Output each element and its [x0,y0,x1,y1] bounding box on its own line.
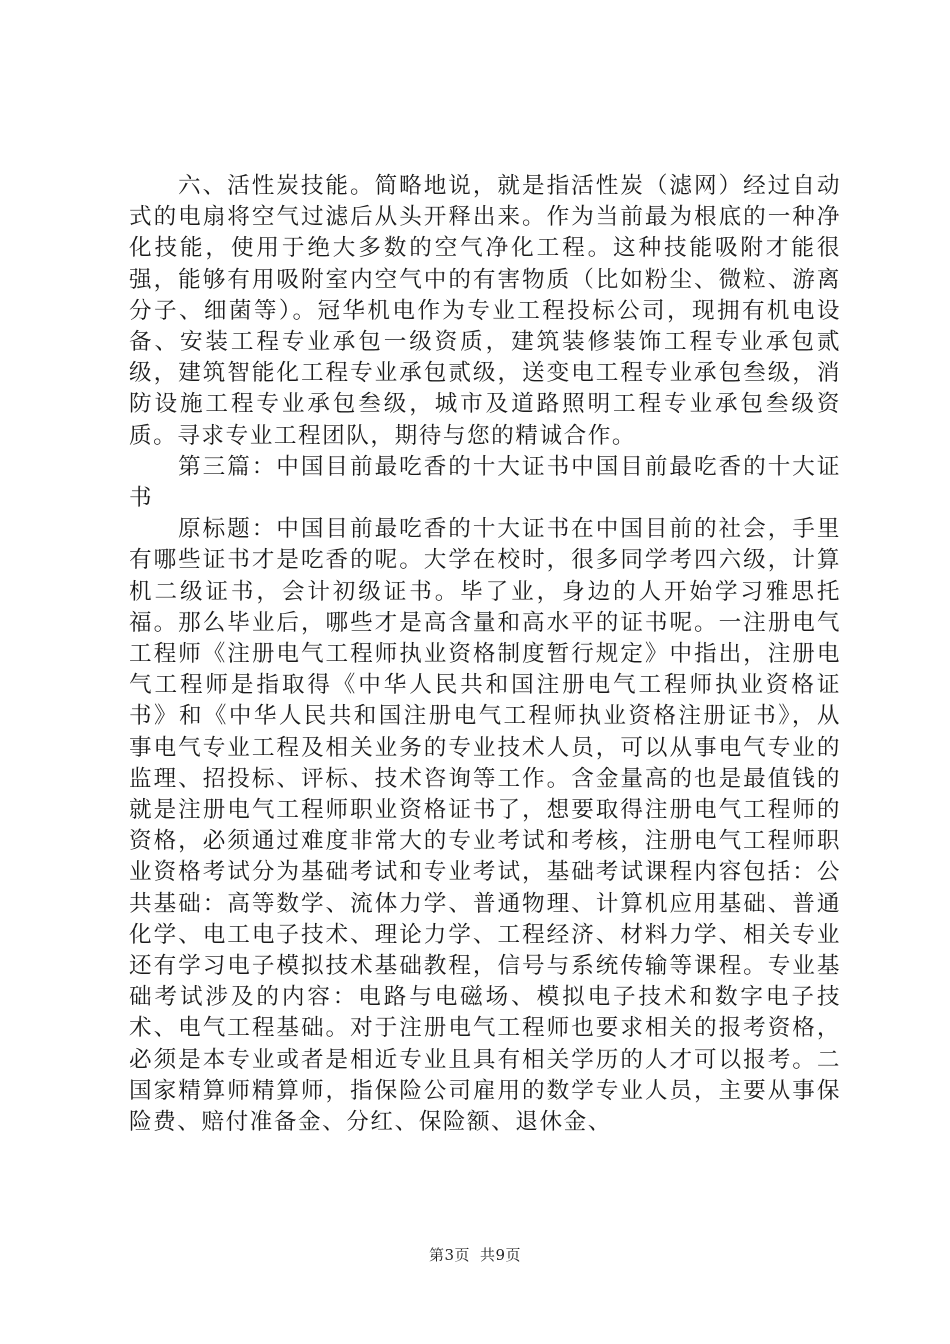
page-footer [0,1244,950,1265]
paragraph-activated-carbon: 六、活性炭技能。简略地说，就是指活性炭（滤网）经过自动式的电扇将空气过滤后从头开释出来。作为当前最为根底的一种净化技能，使用于绝大多数的空气净化工程。这种技能吸附才能很强，能够有用吸附室内空气中的有害物质（比如粉尘、微粒、游离分子、细菌等）。冠华机电作为专业工程投标公司，现拥有机电设备、安装工程专业承包一级资质，建筑装修装饰工程专业承包贰级，建筑智能化工程专业承包贰级，送变电工程专业承包叁级，消防设施工程专业承包叁级，城市及道路照明工程专业承包叁级资质。寻求专业工程团队，期待与您的精诚合作。 [129,173,841,449]
page-number: 第3页 [428,1246,470,1264]
paragraph-section-heading: 第三篇：中国目前最吃香的十大证书中国目前最吃香的十大证书 [129,453,841,512]
paragraph-certificates: 原标题：中国目前最吃香的十大证书在中国目前的社会，手里有哪些证书才是吃香的呢。大学在校时，很多同学考四六级，计算机二级证书，会计初级证书。毕了业，身边的人开始学习雅思托福。那么毕业后，哪些才是高含量和高水平的证书呢。一注册电气工程师《注册电气工程师执业资格制度暂行规定》中指出，注册电气工程师是指取得《中华人民共和国注册电气工程师执业资格证书》和《中华人民共和国注册电气工程师执业资格注册证书》，从事电气专业工程及相关业务的专业技术人员，可以从事电气专业的监理、招投标、评标、技术咨询等工作。含金量高的也是最值钱的就是注册电气工程师职业资格证书了，想要取得注册电气工程师的资格，必须通过难度非常大的专业考试和考核，注册电气工程师职业资格考试分为基础考试和专业考试，基础考试课程内容包括：公共基础：高等数学、流体力学、普通物理、计算机应用基础、普通化学、电工电子技术、理论力学、工程经济、材料力学、相关专业还有学习电子模拟技术基础教程，信号与系统传输等课程。专业基础考试涉及的内容：电路与电磁场、模拟电子技术和数字电子技术、电气工程基础。对于注册电气工程师也要求相关的报考资格，必须是本专业或者是相近专业且具有相关学历的人才可以报考。二国家精算师精算师，指保险公司雇用的数学专业人员，主要从事保险费、赔付准备金、分红、保险额、退休金、 [129,516,841,1136]
document-body [129,171,841,1138]
page-total: 共9页 [480,1246,522,1264]
